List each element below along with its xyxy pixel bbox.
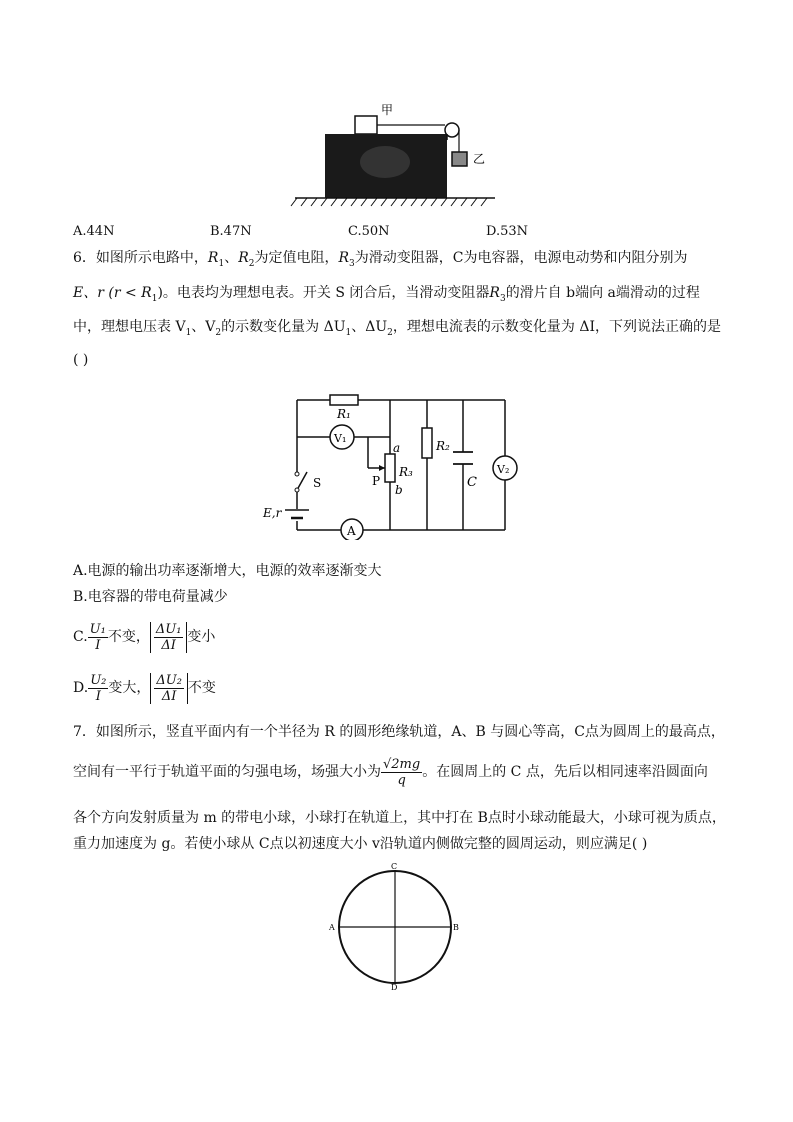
r2-label: R₂ xyxy=(436,439,450,453)
q6-option-d: D. $\frac{\text{U₂}}{I}$ 变大， $\frac{\text{ΔU₂}}{\Delta I}$ 不变 xyxy=(73,672,216,704)
block-pulley-figure xyxy=(285,100,515,215)
circle-track-figure xyxy=(325,862,465,992)
point-b: B xyxy=(453,923,459,932)
r1-label: R₁ xyxy=(337,407,351,421)
q6-line-2: E、r $(r < R_1)$。电表均为理想电表。开关 S 闭合后，当滑动变阻器$R_3$的滑片自 b端向 a端滑动的过程 xyxy=(73,285,700,304)
point-c: C xyxy=(391,862,398,871)
q7-line-3: 各个方向发射质量为 m 的带电小球，小球打在轨道上，其中打在 B点时小球动能最大，小球可视为质点， xyxy=(73,810,726,826)
b-label: b xyxy=(395,483,403,497)
s-label: S xyxy=(313,476,322,490)
v1-label: V₁ xyxy=(334,432,347,445)
point-d: D xyxy=(391,983,398,992)
q6-line-3: 中，理想电压表 $V_1$、$V_2$的示数变化量为 $\Delta U_1$、$\Delta U_2$，理想电流表的示数变化量为 ΔI，下列说法正确的是 xyxy=(73,319,721,338)
r1-resistor xyxy=(330,395,358,405)
p-label: P xyxy=(372,474,381,488)
v2-label: V₂ xyxy=(497,463,510,476)
r2-resistor xyxy=(422,428,432,458)
q7-line-2: 空间有一平行于轨道平面的匀强电场，场强大小为 $\frac{√2mg}{q}$ 。在圆周上的 C 点，先后以相同速率沿圆面向 xyxy=(73,756,708,788)
q6-option-b: B.电容器的带电荷量减少 xyxy=(73,589,228,605)
jia-label: 甲 xyxy=(381,103,394,117)
q7-line-4: 重力加速度为 g。若使小球从 C点以初速度大小 v沿轨道内侧做完整的圆周运动，则应满足( ) xyxy=(73,836,648,852)
q5-option-d: D.53N xyxy=(486,224,529,239)
q5-option-c: C.50N xyxy=(348,224,390,239)
q6-line-1: 6．如图所示电路中，$R_1$、$R_2$为定值电阻，$R_3$为滑动变阻器，C为电容器，电源电动势和内阻分别为 xyxy=(73,250,688,269)
q6-option-c: C. $\frac{\text{U₁}}{I}$ 不变， $\frac{\text{ΔU₁}}{\Delta I}$ 变小 xyxy=(73,621,216,653)
q6-paren: ( ) xyxy=(73,352,89,368)
circuit-diagram xyxy=(255,390,535,540)
q7-line-1: 7．如图所示，竖直平面内有一个半径为 R 的圆形绝缘轨道，A、B 与圆心等高，C点为圆周上的最高点， xyxy=(73,724,725,740)
yi-weight xyxy=(452,152,467,166)
q5-option-a: A.44N xyxy=(73,224,115,239)
yi-label: 乙 xyxy=(473,152,486,166)
r3-label: R₃ xyxy=(399,465,413,479)
ammeter-label: A xyxy=(347,524,356,538)
point-a: A xyxy=(329,923,335,932)
a-label: a xyxy=(393,441,401,455)
er-label: E,r xyxy=(263,506,282,520)
jia-block xyxy=(355,116,377,134)
q5-option-b: B.47N xyxy=(210,224,252,239)
q6-option-a: A.电源的输出功率逐渐增大，电源的效率逐渐变大 xyxy=(73,563,382,579)
r3-resistor xyxy=(385,454,395,482)
c-label: C xyxy=(467,475,477,490)
